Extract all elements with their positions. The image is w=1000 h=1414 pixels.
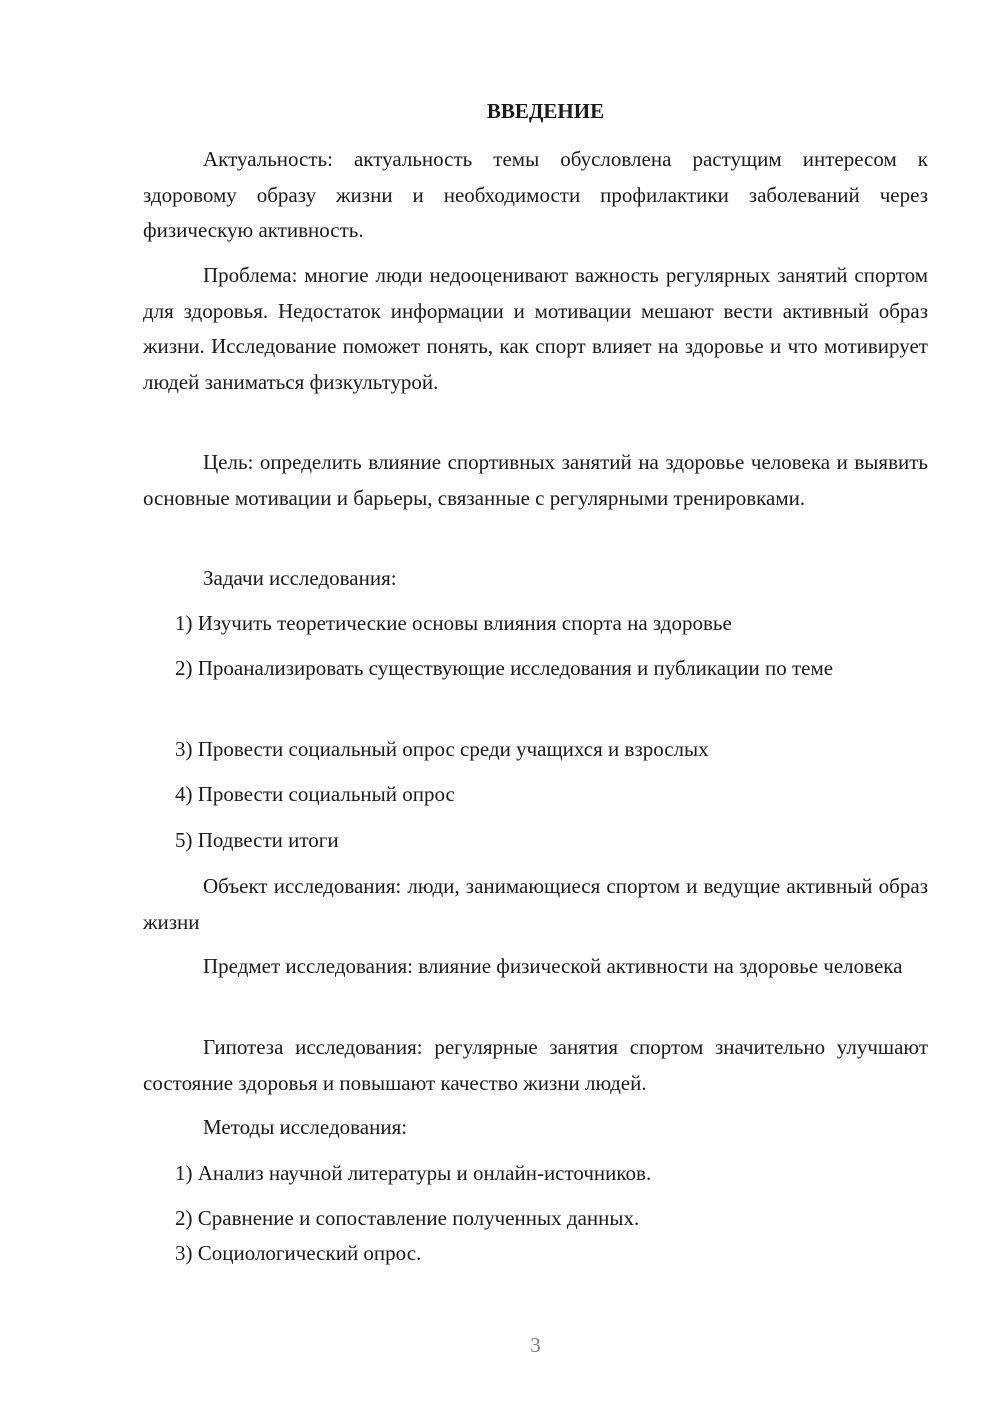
document-page <box>143 0 928 1414</box>
page-number-text: 3 <box>530 1333 541 1357</box>
task-item: 4) Провести социальный опрос <box>175 782 455 806</box>
problem-paragraph: Проблема: многие люди недооценивают важность регулярных занятий спортом для здоровья. Недостаток информации и мотивации мешают вести активный образ жизни. Исследование поможет понять, как спорт влияет на здоровье и что мотивирует людей заниматься физкультурой. <box>143 263 928 394</box>
tasks-heading: Задачи исследования: <box>203 566 397 590</box>
task-item: 1) Изучить теоретические основы влияния спорта на здоровье <box>175 611 732 635</box>
section-title: ВВЕДЕНИЕ <box>486 99 605 123</box>
task-item: 2) Проанализировать существующие исследования и публикации по теме <box>175 656 834 680</box>
hypothesis-paragraph: Гипотеза исследования: регулярные занятия спортом значительно улучшают состояние здоровья и повышают качество жизни людей. <box>143 1035 928 1095</box>
subject-paragraph: Предмет исследования: влияние физической активности на здоровье человека <box>203 954 903 978</box>
task-item: 3) Провести социальный опрос среди учащихся и взрослых <box>175 737 709 761</box>
object-paragraph: Объект исследования: люди, занимающиеся спортом и ведущие активный образ жизни <box>143 874 928 934</box>
goal-paragraph: Цель: определить влияние спортивных занятий на здоровье человека и выявить основные мотивации и барьеры, связанные с регулярными тренировками. <box>143 450 928 510</box>
relevance-paragraph: Актуальность: актуальность темы обусловлена растущим интересом к здоровому образу жизни и необходимости профилактики заболеваний через физическую активность. <box>143 147 928 242</box>
method-item: 3) Социологический опрос. <box>175 1241 422 1265</box>
page-number <box>143 1333 928 1358</box>
method-item: 2) Сравнение и сопоставление полученных данных. <box>175 1206 640 1230</box>
task-item: 5) Подвести итоги <box>175 828 339 852</box>
methods-heading: Методы исследования: <box>203 1115 408 1139</box>
method-item: 1) Анализ научной литературы и онлайн-источников. <box>175 1161 652 1185</box>
